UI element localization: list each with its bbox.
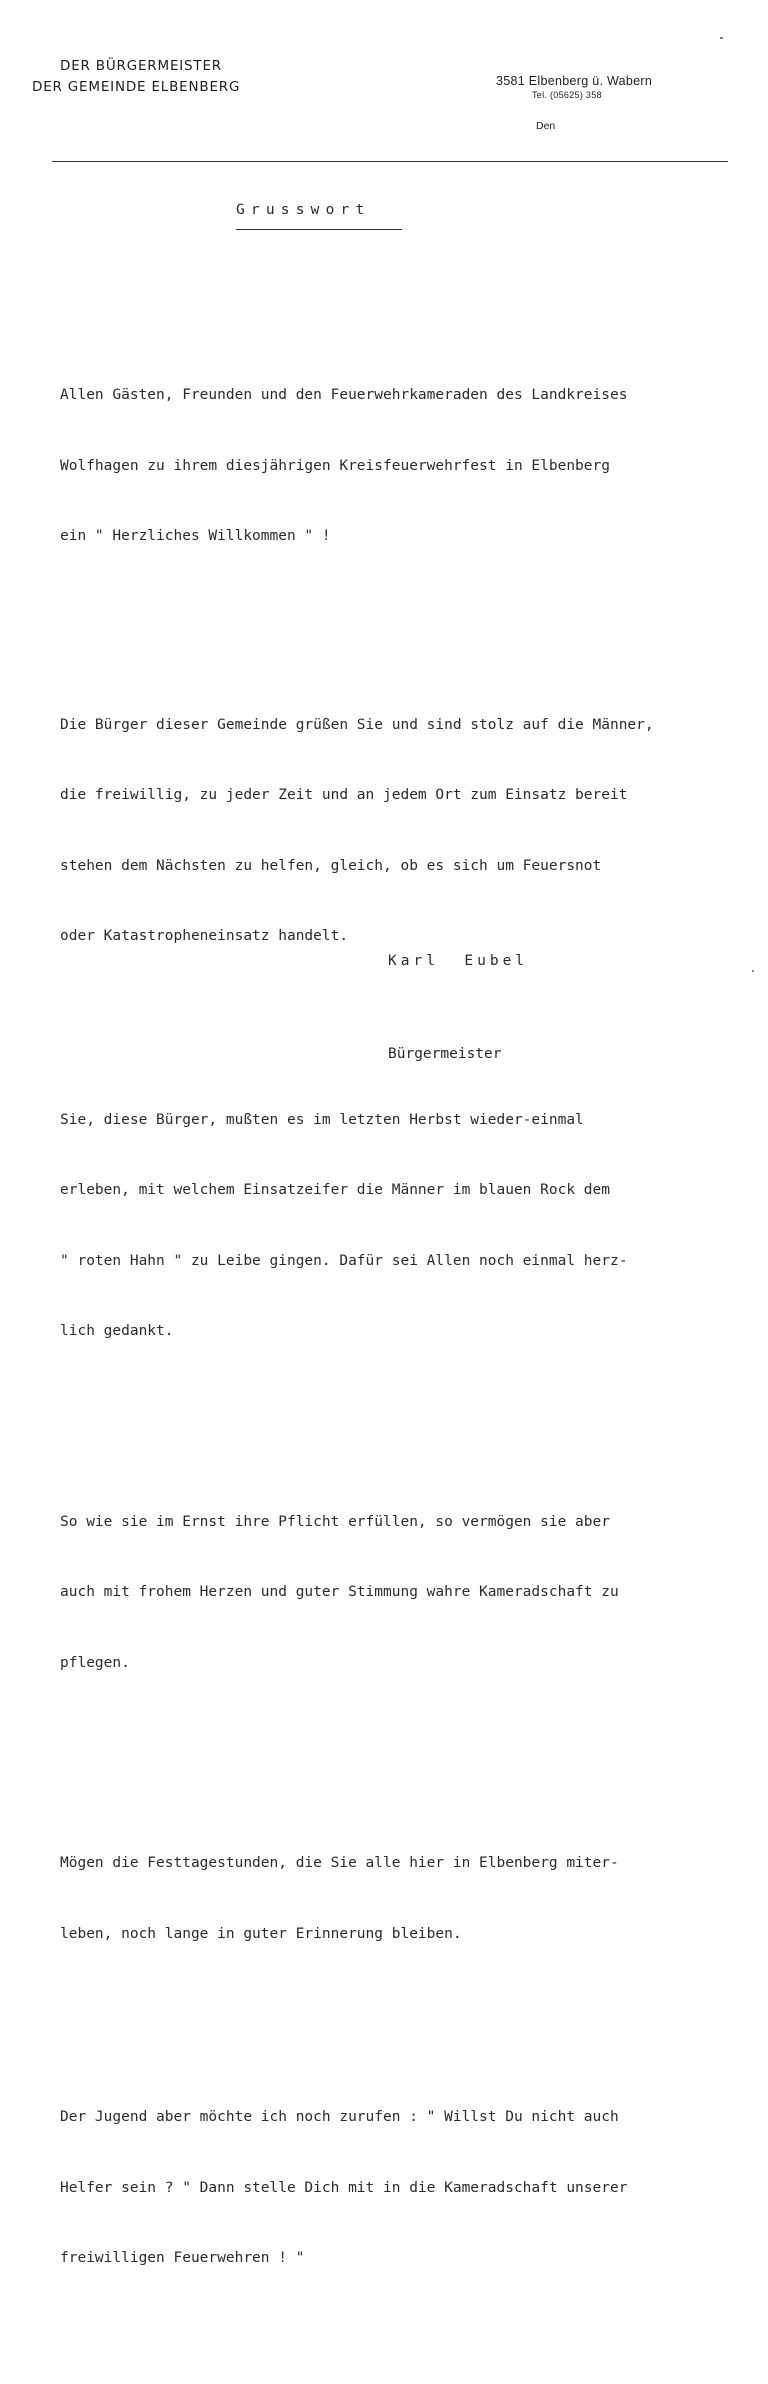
postal-address: 3581 Elbenberg ü. Wabern (496, 74, 653, 88)
paragraph (60, 1805, 740, 1993)
signatory-name: Karl Eubel (388, 953, 529, 969)
letter-title: Grusswort (236, 202, 371, 218)
telephone-number: Tel. (05625) 358 (532, 90, 602, 100)
text-line: Allen Gästen, Freunden und den Feuerwehrkameraden des Landkreises (60, 387, 628, 403)
paper-speck (752, 970, 754, 972)
sender-municipality: DER GEMEINDE ELBENBERG (32, 79, 241, 95)
date-label: Den (536, 120, 556, 132)
letterhead-divider (52, 161, 728, 162)
text-line: pflegen. (60, 1654, 130, 1671)
text-line: So wie sie im Ernst ihre Pflicht erfüllen, so vermögen sie aber (60, 1513, 610, 1530)
letterhead-address (496, 74, 652, 132)
paper-speck (720, 37, 723, 39)
text-line: auch mit frohem Herzen und guter Stimmung wahre Kameradschaft zu (60, 1584, 619, 1600)
title-underline (236, 229, 402, 230)
text-line: freiwilligen Feuerwehren ! " (60, 2250, 305, 2266)
text-line: Wolfhagen zu ihrem diesjährigen Kreisfeuerwehrfest in Elbenberg (60, 457, 610, 474)
text-line: stehen dem Nächsten zu helfen, gleich, ob es sich um Feuersnot (60, 857, 602, 874)
text-line: Sie, diese Bürger, mußten es im letzten Herbst wieder-einmal (60, 1111, 584, 1128)
text-line: die freiwillig, zu jeder Zeit und an jedem Ort zum Einsatz bereit (60, 787, 628, 803)
signature-block (388, 884, 528, 1132)
text-line: lich gedankt. (60, 1323, 174, 1339)
paragraph (60, 337, 740, 596)
text-line: Die Bürger dieser Gemeinde grüßen Sie und sind stolz auf die Männer, (60, 716, 654, 733)
signatory-position: Bürgermeister (388, 1046, 502, 1062)
paragraph (60, 1464, 740, 1723)
text-line: leben, noch lange in guter Erinnerung bleiben. (60, 1925, 462, 1942)
text-line: erleben, mit welchem Einsatzeifer die Männer im blauen Rock dem (60, 1182, 610, 1198)
text-line: " roten Hahn " zu Leibe gingen. Dafür sei Allen noch einmal herz- (60, 1252, 628, 1269)
letterhead-sender (32, 56, 240, 98)
letter-body (60, 290, 740, 2384)
text-line: Helfer sein ? " Dann stelle Dich mit in die Kameradschaft unserer (60, 2179, 628, 2196)
sender-title: DER BÜRGERMEISTER (60, 58, 222, 74)
text-line: oder Katastropheneinsatz handelt. (60, 928, 349, 944)
text-line: ein " Herzliches Willkommen " ! (60, 528, 331, 544)
text-line: Der Jugend aber möchte ich noch zurufen : " Willst Du nicht auch (60, 2109, 619, 2125)
text-line: Mögen die Festtagestunden, die Sie alle hier in Elbenberg miter- (60, 1855, 619, 1871)
paragraph (60, 2059, 740, 2318)
